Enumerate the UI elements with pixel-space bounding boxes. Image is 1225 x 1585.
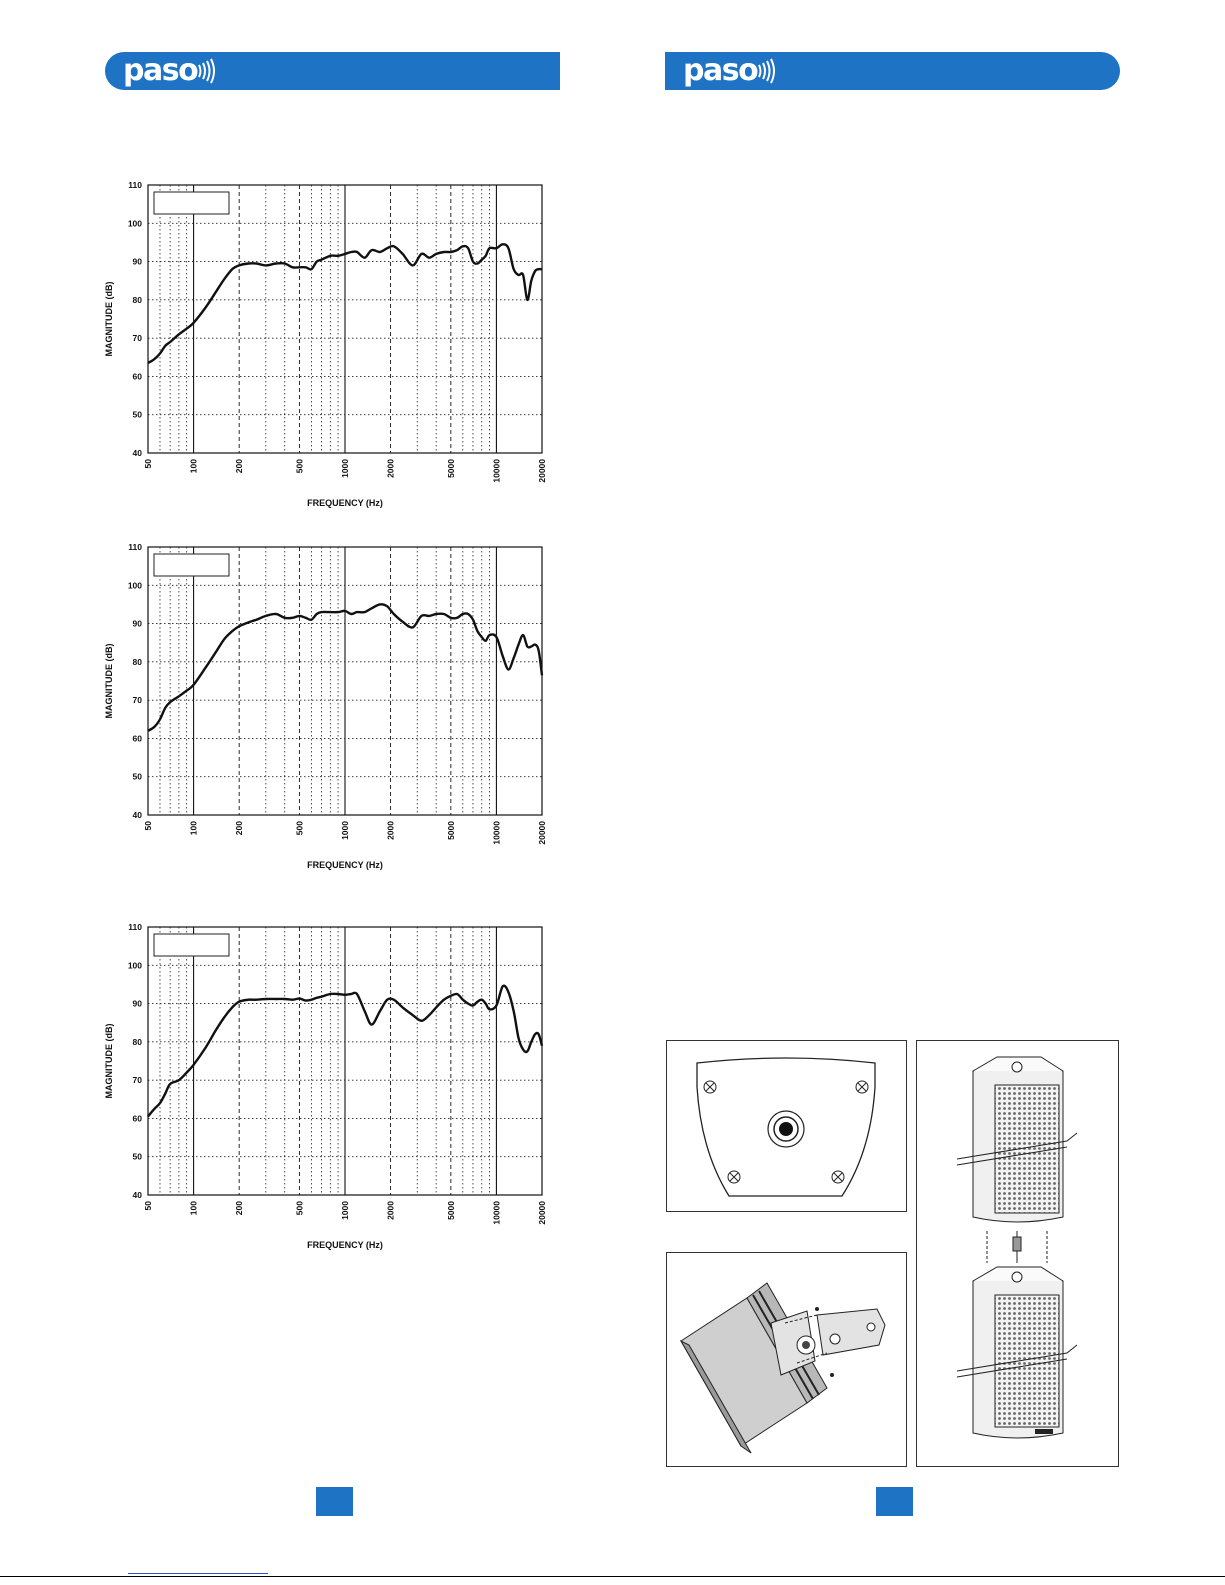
chart-svg	[100, 917, 560, 1257]
sound-waves-icon	[757, 58, 779, 84]
y-axis-label: MAGNITUDE (dB)	[104, 643, 114, 719]
x-tick-label: 1000	[340, 1201, 350, 1220]
frequency-response-chart-3	[100, 917, 560, 1257]
x-tick-label: 100	[188, 459, 199, 474]
bracket-mounting-drawing	[667, 1253, 906, 1466]
header-banner-right	[665, 52, 1120, 90]
bottom-rule	[0, 1576, 1225, 1577]
x-tick-label: 200	[234, 821, 245, 836]
x-tick-label: 10000	[491, 821, 502, 845]
x-tick-label: 2000	[385, 1201, 396, 1220]
frequency-response-chart-1	[100, 175, 560, 515]
y-tick-label: 70	[132, 333, 142, 344]
x-tick-label: 100	[188, 1201, 199, 1216]
x-tick-label: 50	[143, 821, 153, 831]
x-tick-label: 500	[294, 1201, 305, 1216]
x-tick-label: 2000	[385, 459, 396, 478]
speaker-bottom-view-figure	[666, 1040, 907, 1212]
x-tick-label: 5000	[445, 1201, 456, 1220]
y-tick-label: 50	[132, 771, 142, 782]
chart-svg	[100, 175, 560, 515]
x-tick-label: 1000	[340, 459, 350, 478]
x-axis-label: FREQUENCY (Hz)	[307, 860, 383, 870]
footer-link-underline[interactable]	[128, 1573, 268, 1574]
x-axis-label: FREQUENCY (Hz)	[307, 498, 383, 508]
wall-bracket-mounting-figure	[666, 1252, 907, 1467]
screw-icon	[856, 1081, 868, 1093]
paso-logo	[123, 54, 219, 88]
stacked-speakers-drawing	[917, 1041, 1118, 1466]
y-axis-label: MAGNITUDE (dB)	[104, 281, 114, 357]
x-tick-label: 500	[294, 459, 305, 474]
x-tick-label: 50	[143, 1201, 153, 1211]
y-tick-label: 50	[132, 1151, 142, 1162]
screw-icon	[728, 1171, 740, 1183]
y-tick-label: 60	[132, 371, 142, 382]
page-number-badge-right	[876, 1487, 913, 1516]
screw-icon	[832, 1171, 844, 1183]
y-tick-label: 80	[132, 294, 142, 305]
y-tick-label: 70	[132, 1075, 142, 1086]
y-tick-label: 60	[132, 733, 142, 744]
y-tick-label: 40	[132, 1190, 142, 1200]
y-tick-label: 40	[132, 448, 142, 458]
y-tick-label: 60	[132, 1113, 142, 1124]
x-tick-label: 10000	[491, 459, 502, 483]
speaker-cabinet-lower	[957, 1267, 1077, 1438]
y-tick-label: 50	[132, 409, 142, 420]
y-tick-label: 70	[132, 695, 142, 706]
frequency-response-chart-2	[100, 537, 560, 877]
sound-waves-icon	[197, 58, 219, 84]
y-tick-label: 100	[127, 960, 142, 971]
x-tick-label: 20000	[537, 1201, 547, 1225]
x-tick-label: 100	[188, 821, 199, 836]
x-tick-label: 20000	[537, 821, 547, 845]
y-tick-label: 40	[132, 810, 142, 820]
y-tick-label: 110	[128, 922, 142, 932]
stacked-speakers-figure	[916, 1040, 1119, 1467]
y-tick-label: 90	[132, 618, 142, 629]
x-tick-label: 1000	[340, 821, 350, 840]
y-tick-label: 90	[132, 998, 142, 1009]
x-tick-label: 5000	[445, 459, 456, 478]
x-tick-label: 20000	[537, 459, 547, 483]
header-banner-left	[105, 52, 560, 90]
y-tick-label: 90	[132, 256, 142, 267]
legend-box	[154, 554, 229, 576]
speaker-bottom-plate-drawing	[667, 1041, 906, 1211]
y-tick-label: 100	[127, 218, 142, 229]
paso-logo-text: paso	[683, 53, 758, 88]
page-number-badge-left	[316, 1487, 353, 1516]
x-tick-label: 500	[294, 821, 305, 836]
screw-icon	[704, 1081, 716, 1093]
x-tick-label: 50	[143, 459, 153, 469]
y-tick-label: 110	[128, 180, 142, 190]
speaker-cabinet-upper	[957, 1057, 1077, 1222]
x-axis-label: FREQUENCY (Hz)	[307, 1240, 383, 1250]
x-tick-label: 200	[234, 1201, 245, 1216]
paso-logo-text: paso	[123, 53, 198, 88]
legend-box	[154, 934, 229, 956]
y-tick-label: 80	[132, 656, 142, 667]
legend-box	[154, 192, 229, 214]
x-tick-label: 2000	[385, 821, 396, 840]
y-tick-label: 100	[127, 580, 142, 591]
paso-logo	[683, 54, 779, 88]
x-tick-label: 10000	[491, 1201, 502, 1225]
y-tick-label: 110	[128, 542, 142, 552]
x-tick-label: 200	[234, 459, 245, 474]
x-tick-label: 5000	[445, 821, 456, 840]
chart-svg	[100, 537, 560, 877]
y-tick-label: 80	[132, 1036, 142, 1047]
y-axis-label: MAGNITUDE (dB)	[104, 1023, 114, 1099]
